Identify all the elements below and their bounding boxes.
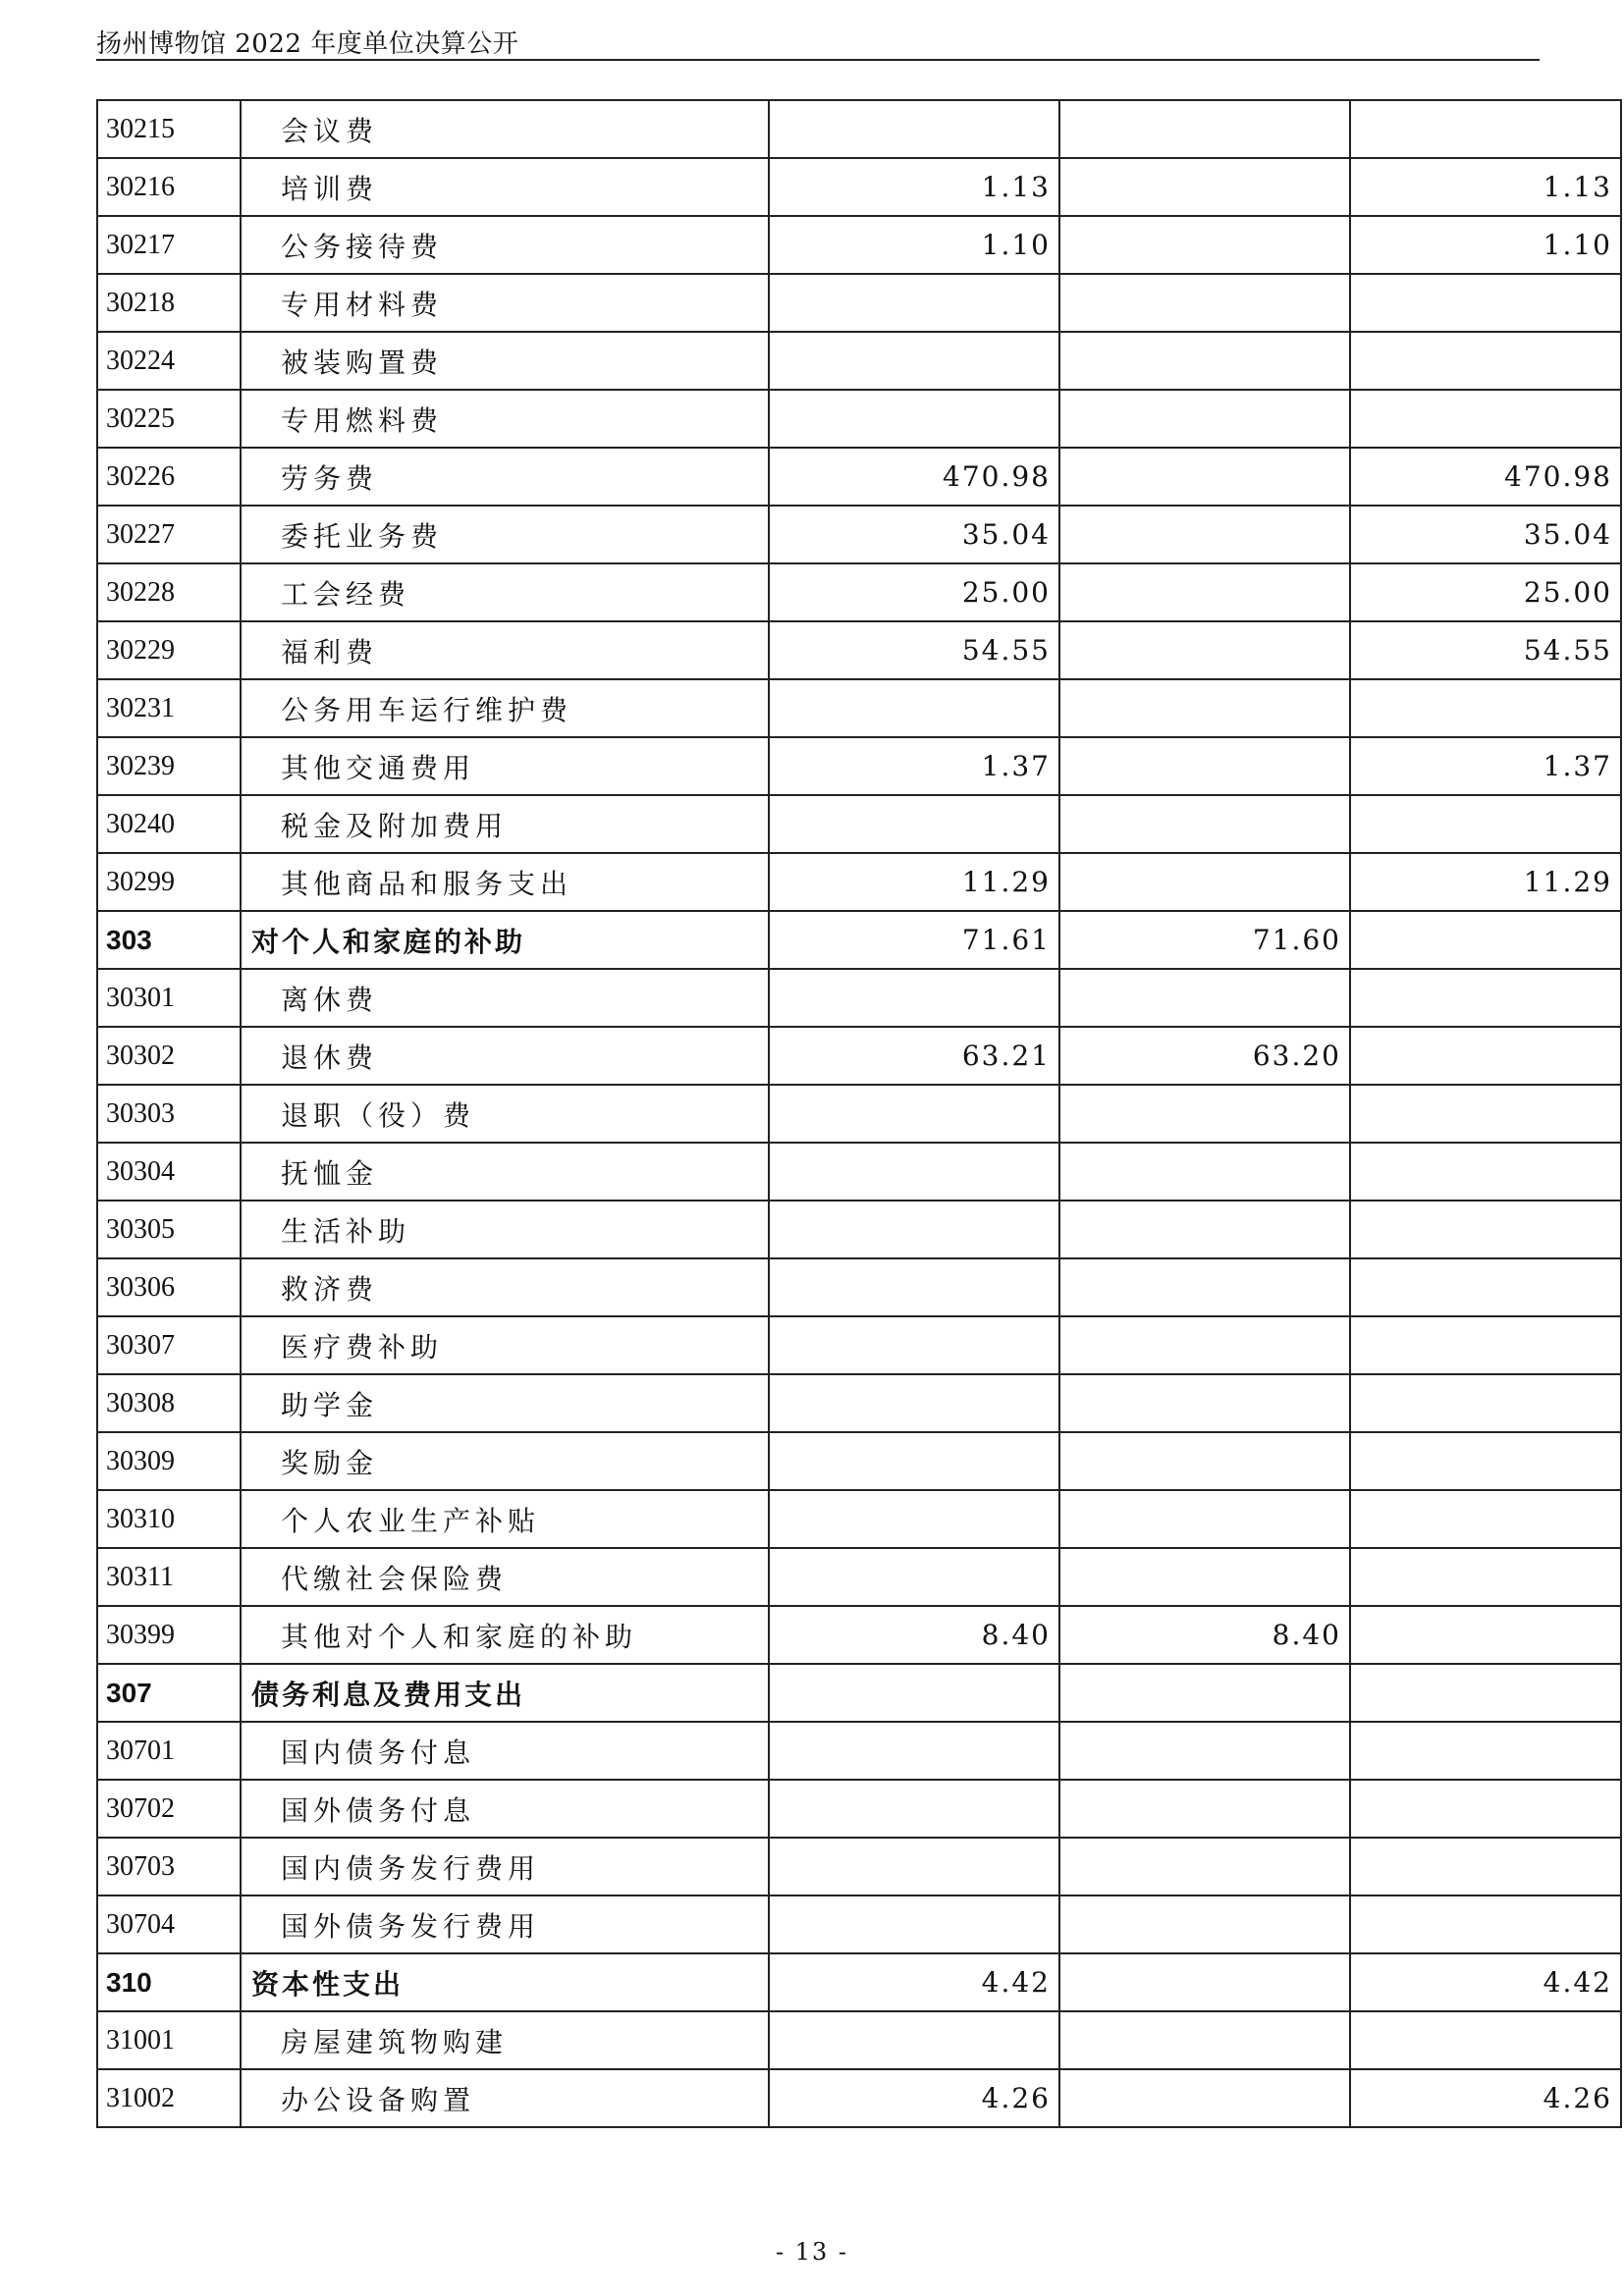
- table-row: [97, 1548, 1621, 1606]
- item-name-cell: 其他商品和服务支出: [241, 853, 769, 911]
- basic-expenditure-cell: [1059, 100, 1350, 158]
- project-expenditure-cell: [1350, 274, 1621, 332]
- total-amount-cell: [769, 1548, 1059, 1606]
- project-expenditure-cell: [1350, 1258, 1621, 1316]
- economic-code-cell: 30299: [97, 853, 241, 911]
- basic-expenditure-cell: [1059, 506, 1350, 563]
- table-row: [97, 795, 1621, 853]
- basic-expenditure-cell: [1059, 1664, 1350, 1722]
- total-amount-cell: 4.26: [769, 2069, 1059, 2127]
- total-amount-cell: [769, 390, 1059, 448]
- table-row: [97, 1027, 1621, 1085]
- basic-expenditure-cell: [1059, 448, 1350, 506]
- page-number: - 13 -: [775, 2238, 848, 2266]
- table-body: [97, 100, 1621, 2127]
- project-expenditure-cell: 1.37: [1350, 737, 1621, 795]
- total-amount-cell: 71.61: [769, 911, 1059, 969]
- economic-code-cell: 30306: [97, 1258, 241, 1316]
- table-row: [97, 506, 1621, 563]
- project-expenditure-cell: [1350, 1316, 1621, 1374]
- project-expenditure-cell: 470.98: [1350, 448, 1621, 506]
- economic-code-cell: 31001: [97, 2011, 241, 2069]
- total-amount-cell: 1.37: [769, 737, 1059, 795]
- total-amount-cell: [769, 1143, 1059, 1201]
- basic-expenditure-cell: [1059, 853, 1350, 911]
- total-amount-cell: [769, 1490, 1059, 1548]
- project-expenditure-cell: 25.00: [1350, 563, 1621, 621]
- table-row: [97, 621, 1621, 679]
- basic-expenditure-cell: [1059, 621, 1350, 679]
- table-row: [97, 1258, 1621, 1316]
- project-expenditure-cell: 54.55: [1350, 621, 1621, 679]
- total-amount-cell: [769, 1722, 1059, 1780]
- total-amount-cell: [769, 1258, 1059, 1316]
- table-row: [97, 1085, 1621, 1143]
- table-row: [97, 1838, 1621, 1896]
- document-title: 扬州博物馆 2022 年度单位决算公开: [96, 29, 519, 59]
- basic-expenditure-cell: [1059, 969, 1350, 1027]
- item-name-cell: 专用燃料费: [241, 390, 769, 448]
- total-amount-cell: 11.29: [769, 853, 1059, 911]
- project-expenditure-cell: [1350, 1722, 1621, 1780]
- basic-expenditure-cell: [1059, 1490, 1350, 1548]
- item-name-cell: 培训费: [241, 158, 769, 216]
- project-expenditure-cell: 35.04: [1350, 506, 1621, 563]
- economic-code-cell: 30303: [97, 1085, 241, 1143]
- total-amount-cell: [769, 1374, 1059, 1432]
- table-row: [97, 1606, 1621, 1664]
- table-row: [97, 1374, 1621, 1432]
- table-row: [97, 737, 1621, 795]
- table-row: [97, 969, 1621, 1027]
- total-amount-cell: [769, 1838, 1059, 1896]
- economic-code-cell: 30302: [97, 1027, 241, 1085]
- economic-code-cell: 30218: [97, 274, 241, 332]
- basic-expenditure-cell: [1059, 1722, 1350, 1780]
- economic-code-cell: 30301: [97, 969, 241, 1027]
- table-row: [97, 563, 1621, 621]
- project-expenditure-cell: [1350, 1027, 1621, 1085]
- basic-expenditure-cell: [1059, 158, 1350, 216]
- economic-code-cell: 30399: [97, 1606, 241, 1664]
- project-expenditure-cell: [1350, 795, 1621, 853]
- economic-code-cell: 31002: [97, 2069, 241, 2127]
- total-amount-cell: [769, 1896, 1059, 1953]
- basic-expenditure-cell: [1059, 1316, 1350, 1374]
- economic-code-cell: 310: [97, 1953, 241, 2011]
- project-expenditure-cell: [1350, 1780, 1621, 1838]
- basic-expenditure-cell: 63.20: [1059, 1027, 1350, 1085]
- total-amount-cell: [769, 1085, 1059, 1143]
- total-amount-cell: [769, 969, 1059, 1027]
- economic-code-cell: 30701: [97, 1722, 241, 1780]
- page-header: [96, 20, 1540, 61]
- economic-code-cell: 30227: [97, 506, 241, 563]
- table-row: [97, 1780, 1621, 1838]
- item-name-cell: 代缴社会保险费: [241, 1548, 769, 1606]
- expenditure-table: [96, 99, 1622, 2128]
- economic-code-cell: 30703: [97, 1838, 241, 1896]
- economic-code-cell: 30704: [97, 1896, 241, 1953]
- category-row: [97, 911, 1621, 969]
- basic-expenditure-cell: [1059, 332, 1350, 390]
- item-name-cell: 退休费: [241, 1027, 769, 1085]
- item-name-cell: 其他对个人和家庭的补助: [241, 1606, 769, 1664]
- table-row: [97, 390, 1621, 448]
- economic-code-cell: 30308: [97, 1374, 241, 1432]
- total-amount-cell: 470.98: [769, 448, 1059, 506]
- project-expenditure-cell: [1350, 1490, 1621, 1548]
- table-row: [97, 274, 1621, 332]
- basic-expenditure-cell: [1059, 679, 1350, 737]
- economic-code-cell: 30225: [97, 390, 241, 448]
- project-expenditure-cell: [1350, 1374, 1621, 1432]
- project-expenditure-cell: [1350, 911, 1621, 969]
- total-amount-cell: 25.00: [769, 563, 1059, 621]
- economic-code-cell: 30310: [97, 1490, 241, 1548]
- category-row: [97, 1953, 1621, 2011]
- project-expenditure-cell: [1350, 100, 1621, 158]
- economic-code-cell: 30239: [97, 737, 241, 795]
- table-row: [97, 158, 1621, 216]
- basic-expenditure-cell: [1059, 1953, 1350, 2011]
- project-expenditure-cell: [1350, 390, 1621, 448]
- table-row: [97, 2069, 1621, 2127]
- economic-code-cell: 30304: [97, 1143, 241, 1201]
- project-expenditure-cell: [1350, 1085, 1621, 1143]
- item-name-cell: 对个人和家庭的补助: [241, 911, 769, 969]
- total-amount-cell: 54.55: [769, 621, 1059, 679]
- total-amount-cell: [769, 679, 1059, 737]
- project-expenditure-cell: [1350, 1201, 1621, 1258]
- economic-code-cell: 30228: [97, 563, 241, 621]
- basic-expenditure-cell: [1059, 1548, 1350, 1606]
- table-row: [97, 100, 1621, 158]
- item-name-cell: 个人农业生产补贴: [241, 1490, 769, 1548]
- economic-code-cell: 30216: [97, 158, 241, 216]
- total-amount-cell: [769, 274, 1059, 332]
- economic-code-cell: 30224: [97, 332, 241, 390]
- basic-expenditure-cell: [1059, 1374, 1350, 1432]
- table-row: [97, 1201, 1621, 1258]
- item-name-cell: 房屋建筑物购建: [241, 2011, 769, 2069]
- project-expenditure-cell: [1350, 969, 1621, 1027]
- table-row: [97, 853, 1621, 911]
- item-name-cell: 国外债务付息: [241, 1780, 769, 1838]
- project-expenditure-cell: 11.29: [1350, 853, 1621, 911]
- total-amount-cell: 1.13: [769, 158, 1059, 216]
- economic-code-cell: 30215: [97, 100, 241, 158]
- total-amount-cell: 4.42: [769, 1953, 1059, 2011]
- project-expenditure-cell: [1350, 1606, 1621, 1664]
- item-name-cell: 债务利息及费用支出: [241, 1664, 769, 1722]
- total-amount-cell: [769, 795, 1059, 853]
- economic-code-cell: 30307: [97, 1316, 241, 1374]
- project-expenditure-cell: [1350, 1143, 1621, 1201]
- item-name-cell: 国内债务付息: [241, 1722, 769, 1780]
- item-name-cell: 国外债务发行费用: [241, 1896, 769, 1953]
- basic-expenditure-cell: 8.40: [1059, 1606, 1350, 1664]
- basic-expenditure-cell: [1059, 274, 1350, 332]
- economic-code-cell: 30309: [97, 1432, 241, 1490]
- item-name-cell: 公务用车运行维护费: [241, 679, 769, 737]
- item-name-cell: 委托业务费: [241, 506, 769, 563]
- item-name-cell: 其他交通费用: [241, 737, 769, 795]
- table-row: [97, 1143, 1621, 1201]
- total-amount-cell: [769, 1201, 1059, 1258]
- total-amount-cell: [769, 1432, 1059, 1490]
- total-amount-cell: 35.04: [769, 506, 1059, 563]
- basic-expenditure-cell: [1059, 563, 1350, 621]
- item-name-cell: 助学金: [241, 1374, 769, 1432]
- item-name-cell: 被装购置费: [241, 332, 769, 390]
- table-row: [97, 679, 1621, 737]
- table-row: [97, 2011, 1621, 2069]
- item-name-cell: 资本性支出: [241, 1953, 769, 2011]
- table-row: [97, 448, 1621, 506]
- economic-code-cell: 30702: [97, 1780, 241, 1838]
- project-expenditure-cell: [1350, 1548, 1621, 1606]
- basic-expenditure-cell: [1059, 1780, 1350, 1838]
- total-amount-cell: 63.21: [769, 1027, 1059, 1085]
- economic-code-cell: 30229: [97, 621, 241, 679]
- basic-expenditure-cell: [1059, 1432, 1350, 1490]
- category-row: [97, 1664, 1621, 1722]
- project-expenditure-cell: 4.42: [1350, 1953, 1621, 2011]
- item-name-cell: 离休费: [241, 969, 769, 1027]
- basic-expenditure-cell: [1059, 1896, 1350, 1953]
- project-expenditure-cell: [1350, 679, 1621, 737]
- item-name-cell: 劳务费: [241, 448, 769, 506]
- item-name-cell: 工会经费: [241, 563, 769, 621]
- economic-code-cell: 30231: [97, 679, 241, 737]
- item-name-cell: 税金及附加费用: [241, 795, 769, 853]
- item-name-cell: 福利费: [241, 621, 769, 679]
- table-row: [97, 216, 1621, 274]
- basic-expenditure-cell: [1059, 1143, 1350, 1201]
- total-amount-cell: 8.40: [769, 1606, 1059, 1664]
- item-name-cell: 医疗费补助: [241, 1316, 769, 1374]
- item-name-cell: 退职（役）费: [241, 1085, 769, 1143]
- item-name-cell: 抚恤金: [241, 1143, 769, 1201]
- project-expenditure-cell: [1350, 332, 1621, 390]
- table-row: [97, 1490, 1621, 1548]
- basic-expenditure-cell: [1059, 216, 1350, 274]
- economic-code-cell: 30240: [97, 795, 241, 853]
- basic-expenditure-cell: [1059, 2011, 1350, 2069]
- economic-code-cell: 30311: [97, 1548, 241, 1606]
- total-amount-cell: 1.10: [769, 216, 1059, 274]
- total-amount-cell: [769, 1316, 1059, 1374]
- basic-expenditure-cell: [1059, 1838, 1350, 1896]
- basic-expenditure-cell: [1059, 390, 1350, 448]
- project-expenditure-cell: [1350, 2011, 1621, 2069]
- total-amount-cell: [769, 1780, 1059, 1838]
- item-name-cell: 救济费: [241, 1258, 769, 1316]
- item-name-cell: 办公设备购置: [241, 2069, 769, 2127]
- basic-expenditure-cell: [1059, 2069, 1350, 2127]
- project-expenditure-cell: [1350, 1432, 1621, 1490]
- basic-expenditure-cell: [1059, 1258, 1350, 1316]
- basic-expenditure-cell: [1059, 737, 1350, 795]
- basic-expenditure-cell: [1059, 795, 1350, 853]
- table-row: [97, 1896, 1621, 1953]
- item-name-cell: 生活补助: [241, 1201, 769, 1258]
- item-name-cell: 会议费: [241, 100, 769, 158]
- economic-code-cell: 30217: [97, 216, 241, 274]
- economic-code-cell: 30226: [97, 448, 241, 506]
- total-amount-cell: [769, 100, 1059, 158]
- economic-code-cell: 30305: [97, 1201, 241, 1258]
- table-row: [97, 332, 1621, 390]
- item-name-cell: 奖励金: [241, 1432, 769, 1490]
- project-expenditure-cell: 1.10: [1350, 216, 1621, 274]
- total-amount-cell: [769, 332, 1059, 390]
- project-expenditure-cell: [1350, 1664, 1621, 1722]
- table-row: [97, 1316, 1621, 1374]
- total-amount-cell: [769, 1664, 1059, 1722]
- item-name-cell: 专用材料费: [241, 274, 769, 332]
- economic-code-cell: 303: [97, 911, 241, 969]
- total-amount-cell: [769, 2011, 1059, 2069]
- project-expenditure-cell: [1350, 1896, 1621, 1953]
- basic-expenditure-cell: [1059, 1085, 1350, 1143]
- economic-code-cell: 307: [97, 1664, 241, 1722]
- item-name-cell: 国内债务发行费用: [241, 1838, 769, 1896]
- project-expenditure-cell: 4.26: [1350, 2069, 1621, 2127]
- project-expenditure-cell: [1350, 1838, 1621, 1896]
- table-row: [97, 1432, 1621, 1490]
- item-name-cell: 公务接待费: [241, 216, 769, 274]
- table-row: [97, 1722, 1621, 1780]
- basic-expenditure-cell: 71.60: [1059, 911, 1350, 969]
- project-expenditure-cell: 1.13: [1350, 158, 1621, 216]
- basic-expenditure-cell: [1059, 1201, 1350, 1258]
